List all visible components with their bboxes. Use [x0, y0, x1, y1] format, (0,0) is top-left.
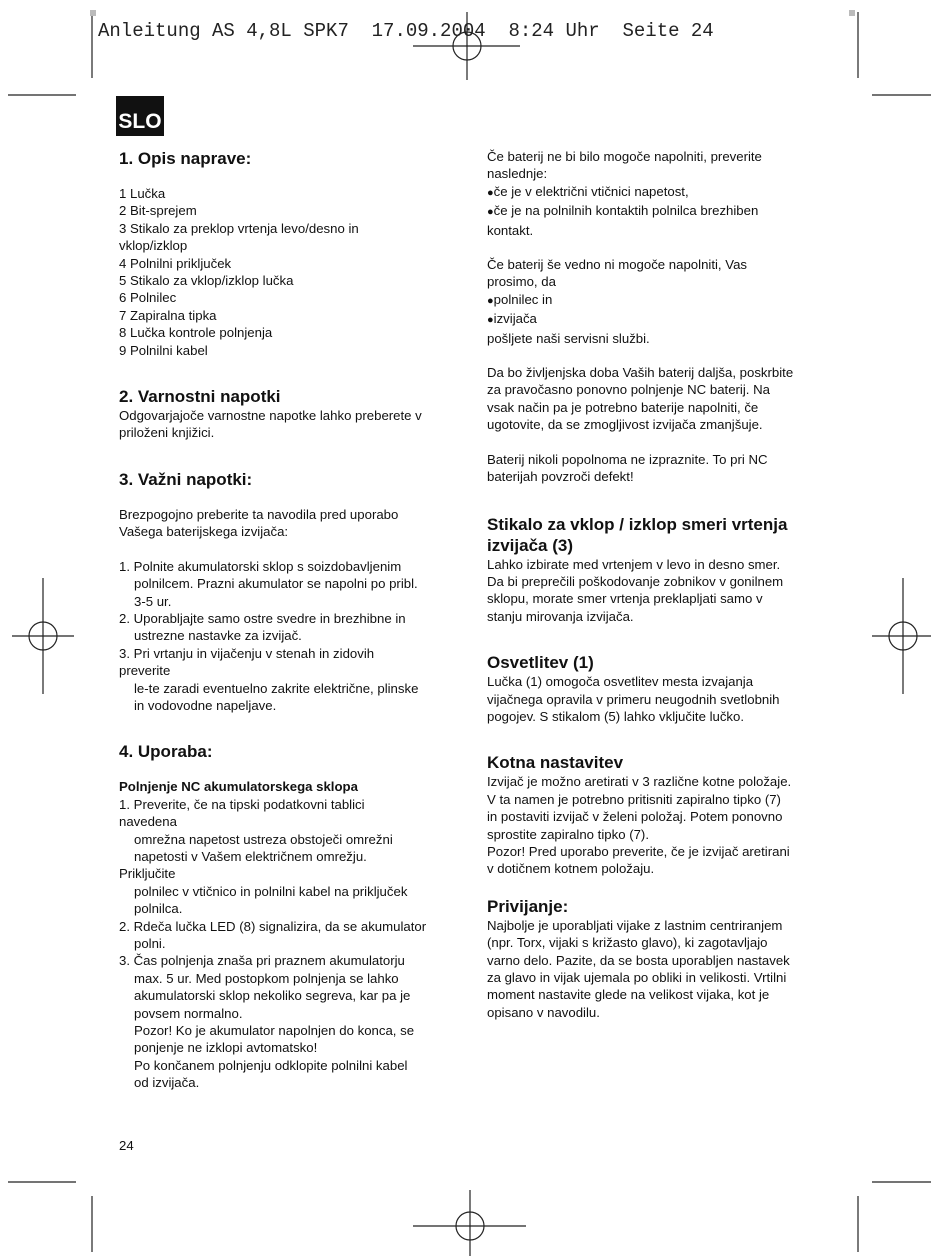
bullet-text: če je v električni vtičnici napetost, — [493, 183, 689, 199]
list-item: vklop/izklop — [119, 238, 188, 254]
language-badge: SLO — [116, 96, 164, 136]
parts-list — [119, 185, 464, 359]
bullet-text: izvijača — [493, 311, 537, 327]
paragraph-line: kontakt. — [487, 222, 534, 238]
paragraph-line: omrežna napetost ustreza obstoječi omrežni — [134, 831, 393, 847]
paragraph-line: Po končanem polnjenju odklopite polnilni kabel — [134, 1057, 408, 1073]
paragraph-line: 3. Pri vrtanju in vijačenju v stenah in zidovih — [119, 645, 375, 661]
section-title-uporaba: 4. Uporaba: — [119, 742, 213, 762]
paragraph-line: Najbolje je uporabljati vijake z lastnim centriranjem — [487, 917, 783, 933]
paragraph-line: Odgovarjajoče varnostne napotke lahko preberete v — [119, 408, 422, 424]
list-item: 4 Polnilni priključek — [119, 255, 232, 271]
paragraph-line: Vašega baterijskega izvijača: — [119, 524, 289, 540]
paragraph-line: Lahko izbirate med vrtenjem v levo in desno smer. — [487, 556, 781, 572]
paragraph-line: in postaviti izvijač v želeni položaj. Potem ponovno — [487, 809, 783, 825]
paragraph-line: prosimo, da — [487, 274, 556, 290]
paragraph-line: opisano v navodilu. — [487, 1004, 600, 1020]
paragraph-line: polni. — [134, 936, 166, 951]
paragraph-line: polnilcem. Prazni akumulator se napolni po pribl. — [134, 576, 418, 592]
list-item: 9 Polnilni kabel — [119, 342, 208, 358]
paragraph-line: 2. Uporabljajte samo ostre svedre in brezhibne in — [119, 610, 406, 626]
paragraph-line: V ta namen je potrebno pritisniti zapiralno tipko (7) — [487, 791, 781, 807]
paragraph-line: napetosti v Vašem električnem omrežju. — [134, 848, 367, 864]
section-title-varnostni: 2. Varnostni napotki — [119, 387, 281, 407]
paragraph-line: priloženi knjižici. — [119, 425, 215, 441]
paragraph-line: Pozor! Pred uporabo preverite, če je izvijač aretirani — [487, 843, 790, 859]
print-header: Anleitung AS 4,8L SPK7 17.09.2004 8:24 Uhr Seite 24 — [98, 20, 714, 42]
paragraph-line: stanju mirovanja izvijača. — [487, 608, 634, 624]
paragraph-line: polnilec v vtičnico in polnilni kabel na priključek — [134, 883, 408, 899]
paragraph-line: sklopu, morate smer vrtenja preklapljati samo v — [487, 591, 763, 607]
paragraph-line: Lučka (1) omogoča osvetlitev mesta izvajanja — [487, 674, 754, 690]
bullet-item — [487, 202, 837, 221]
paragraph-line: pošljete naši servisni službi. — [487, 330, 650, 346]
section-title-kotna: Kotna nastavitev — [487, 753, 624, 773]
paragraph-line: moment nastavite glede na velikost vijaka, kot je — [487, 987, 770, 1003]
paragraph-line: vsak način pa je potrebno baterije napolniti, če — [487, 399, 759, 415]
paragraph-line: 1. Polnite akumulatorski sklop s soizdobavljenim — [119, 558, 402, 574]
section-title-stikalo: Stikalo za vklop / izklop smeri vrtenja — [487, 514, 788, 534]
list-item: 3 Stikalo za preklop vrtenja levo/desno in — [119, 220, 359, 236]
paragraph-line: polnilca. — [134, 901, 183, 917]
paragraph-line: pogojev. S stikalom (5) lahko vključite lučko. — [487, 708, 745, 724]
section-title-vazni: 3. Važni napotki: — [119, 469, 253, 489]
left-column — [119, 148, 464, 1092]
paragraph-line: v dotičnem kotnem položaju. — [487, 861, 655, 877]
paragraph-line: ponjenje ne izklopi avtomatsko! — [134, 1040, 318, 1056]
paragraph-line: 3-5 ur. — [134, 593, 172, 609]
bullet-item — [487, 310, 837, 329]
paragraph-line: ugotovite, da se zmogljivost izvijača zmanjšuje. — [487, 417, 763, 433]
bullet-item — [487, 291, 837, 310]
paragraph-line: max. 5 ur. Med postopkom polnjenja se lahko — [134, 970, 399, 986]
section-title-osvetlitev: Osvetlitev (1) — [487, 653, 594, 673]
paragraph-line: ustrezne nastavke za izvijač. — [134, 628, 302, 644]
paragraph-line: preverite — [119, 663, 171, 679]
paragraph-line: akumulatorski sklop nekoliko segreva, kar pa je — [134, 988, 411, 1004]
paragraph-line: (npr. Torx, vijaki s križasto glavo), ki zagotavljajo — [487, 935, 768, 951]
paragraph-line: baterijah povzroči defekt! — [487, 469, 634, 485]
paragraph-line: 3. Čas polnjenja znaša pri praznem akumulatorju — [119, 953, 405, 969]
page-number: 24 — [119, 1138, 134, 1153]
section-title-stikalo-cont: izvijača (3) — [487, 535, 573, 555]
list-item: 5 Stikalo za vklop/izklop lučka — [119, 273, 294, 289]
paragraph-line: le-te zaradi eventuelno zakrite električne, plinske — [134, 680, 419, 696]
paragraph-line: 1. Preverite, če na tipski podatkovni tablici — [119, 796, 365, 812]
right-column — [487, 148, 837, 1021]
paragraph-line: naslednje: — [487, 166, 548, 182]
paragraph-line: Pozor! Ko je akumulator napolnjen do konca, se — [134, 1023, 415, 1039]
subsection-title: Polnjenje NC akumulatorskega sklopa — [119, 779, 358, 795]
paragraph-line: od izvijača. — [134, 1075, 200, 1091]
paragraph-line: Da bo življenjska doba Vaših baterij daljša, poskrbite — [487, 365, 794, 381]
paragraph-line: navedena — [119, 814, 177, 830]
paragraph-line: Brezpogojno preberite ta navodila pred uporabo — [119, 506, 399, 522]
paragraph-line: Priključite — [119, 866, 176, 882]
list-item: 6 Polnilec — [119, 290, 177, 306]
list-item: 7 Zapiralna tipka — [119, 307, 217, 323]
paragraph-line: za pravočasno ponovno polnjenje NC baterij. Na — [487, 382, 770, 398]
paragraph-line: povsem normalno. — [134, 1005, 243, 1021]
bullet-item — [487, 183, 837, 202]
paragraph-line: in vodovodne napeljave. — [134, 697, 277, 713]
paragraph-line: za glavo in vijak ujemala po obliki in velikosti. Vrtilni — [487, 970, 787, 985]
paragraph-line: Izvijač je možno aretirati v 3 različne kotne položaje. — [487, 774, 792, 790]
list-item: 2 Bit-sprejem — [119, 203, 197, 219]
paragraph-line: Če baterij ne bi bilo mogoče napolniti, preverite — [487, 149, 762, 164]
list-item: 8 Lučka kontrole polnjenja — [119, 325, 273, 341]
paragraph-line: varno delo. Pazite, da se bosta uporabljen nastavek — [487, 952, 790, 968]
paragraph-line: Če baterij še vedno ni mogoče napolniti, Vas — [487, 257, 747, 273]
paragraph-line: Baterij nikoli popolnoma ne izpraznite. To pri NC — [487, 451, 768, 467]
paragraph-line: 2. Rdeča lučka LED (8) signalizira, da se akumulator — [119, 918, 427, 934]
paragraph-line: sprostite zapiralno tipko (7). — [487, 826, 649, 842]
section-title-privijanje: Privijanje: — [487, 896, 569, 916]
section-title-opis: 1. Opis naprave: — [119, 149, 252, 168]
list-item: 1 Lučka — [119, 186, 166, 201]
paragraph-line: Da bi preprečili poškodovanje zobnikov v gonilnem — [487, 573, 784, 589]
paragraph-line: vijačnega opravila v primeru neugodnih svetlobnih — [487, 691, 780, 707]
bullet-text: če je na polnilnih kontaktih polnilca brezhiben — [493, 203, 759, 219]
bullet-text: polnilec in — [493, 291, 553, 307]
